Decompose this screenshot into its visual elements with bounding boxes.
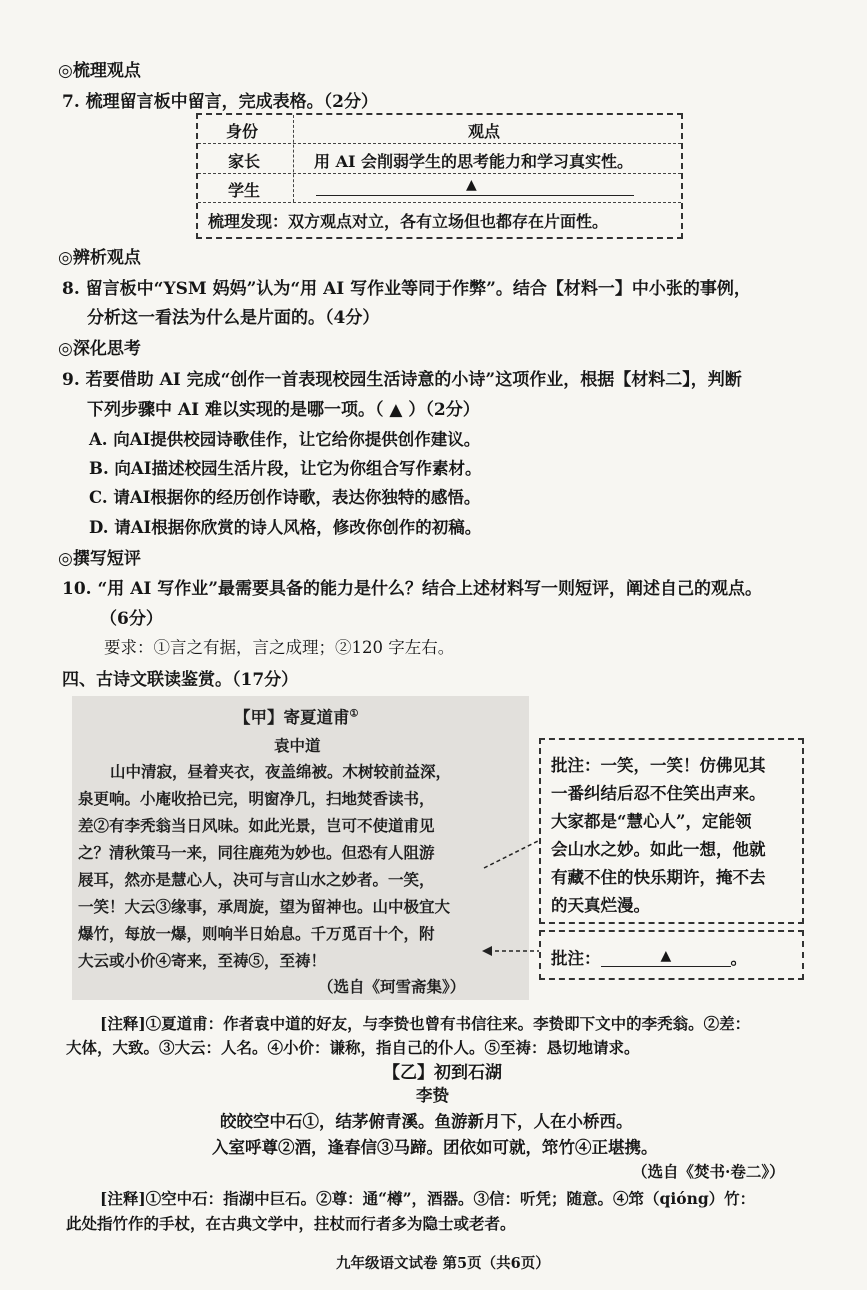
passage-jia-line: 之？清秋策马一来，同往鹿苑为妙也。但恐有人阻游: [78, 843, 435, 862]
table-cell-parent-view: 用 AI 会削弱学生的思考能力和学习真实性。: [314, 152, 634, 171]
answer-placeholder-triangle: ▲: [660, 948, 672, 964]
section-heading-review: ◎撰写短评: [58, 549, 141, 569]
passage-jia-line: 泉更响。小庵收拾已完，明窗净几，扫地焚香读书，: [78, 789, 435, 808]
page-footer: 九年级语文试卷 第5页（共6页）: [336, 1255, 550, 1272]
section-heading-deepen: ◎深化思考: [58, 339, 141, 359]
table-row-student: [198, 174, 681, 203]
table-row-parent: [198, 144, 681, 174]
notes-jia-line2: 大体，大致。③大云：人名。④小价：谦称，指自己的仆人。⑤至祷：恳切地请求。: [66, 1038, 640, 1057]
annotation-line: 大家都是“慧心人”，定能领: [551, 812, 752, 831]
annotation-answer: 批注： ▲ 。: [551, 948, 747, 968]
question-10-line2: （6分）: [100, 609, 163, 629]
question-7: 7. 梳理留言板中留言，完成表格。（2分）: [62, 92, 378, 112]
question-10-requirement: 要求：①言之有据，言之成理；②120 字左右。: [104, 638, 455, 657]
part-4-title: 四、古诗文联读鉴赏。（17分）: [62, 670, 299, 690]
poem-yi-source: （选自《焚书·卷二》）: [632, 1162, 785, 1181]
table-finding: 梳理发现：双方观点对立，各有立场但也都存在片面性。: [208, 212, 609, 231]
opinion-table: [196, 113, 683, 239]
passage-jia-author: 袁中道: [274, 736, 321, 755]
annotation-box-2[interactable]: [539, 930, 804, 980]
question-8-line2: 分析这一看法为什么是片面的。（4分）: [87, 308, 380, 328]
passage-jia-line: 屐耳，然亦是慧心人，决可与言山水之妙者。一笑，: [78, 870, 435, 889]
poem-yi-line2: 入室呼尊②酒，逢春信③马蹄。团依如可就，筇竹④正堪携。: [212, 1138, 658, 1157]
table-divider: [293, 115, 294, 202]
passage-jia-title: 【甲】寄夏道甫①: [234, 708, 359, 727]
passage-jia-line: 山中清寂，昼着夹衣，夜盖绵被。木树较前益深，: [110, 762, 452, 781]
option-a[interactable]: A. 向AI提供校园诗歌佳作，让它给你提供创作建议。: [89, 430, 481, 449]
option-d[interactable]: D. 请AI根据你欣赏的诗人风格，修改你创作的初稿。: [89, 518, 482, 537]
table-header-view: 观点: [468, 122, 501, 141]
answer-placeholder-triangle: ▲: [466, 177, 477, 193]
table-cell-parent: 家长: [228, 152, 261, 171]
annotation-box-1: [539, 738, 804, 924]
annotation-line: 一番纠结后忍不住笑出声来。: [551, 784, 766, 803]
passage-jia-line: 大云或小价④寄来，至祷⑤，至祷！: [78, 951, 327, 970]
passage-jia-line: 一笑！大云③缘事，承周旋，望为留神也。山中极宜大: [78, 897, 451, 916]
notes-jia-line1: [注释]①夏道甫：作者袁中道的好友，与李贽也曾有书信往来。李贽即下文中的李秃翁。②差：: [100, 1014, 751, 1033]
passage-jia-line: 爆竹，每放一爆，则响半日始息。千万觅百十个，附: [78, 924, 435, 943]
poem-yi-author: 李贽: [416, 1086, 449, 1105]
passage-jia-source: （选自《珂雪斋集》）: [318, 977, 466, 996]
annotation-line: 批注：一笑，一笑！仿佛见其: [551, 756, 766, 775]
question-10-line1: 10. “用 AI 写作业”最需要具备的能力是什么？结合上述材料写一则短评，阐述自己的观点。: [62, 579, 763, 599]
notes-yi-line1: [注释]①空中石：指湖中巨石。②尊：通“樽”，酒器。③信：听凭；随意。④筇（qióng）竹：: [100, 1189, 756, 1208]
section-heading-analyze: ◎辨析观点: [58, 248, 141, 268]
answer-blank-student[interactable]: [316, 177, 634, 200]
annotation-line: 的天真烂漫。: [551, 896, 650, 915]
poem-yi-title: 【乙】初到石湖: [383, 1063, 502, 1083]
table-header-identity: 身份: [226, 122, 259, 141]
option-c[interactable]: C. 请AI根据你的经历创作诗歌，表达你独特的感悟。: [89, 488, 481, 507]
passage-jia-block: [72, 696, 529, 1000]
notes-yi-line2: 此处指竹作的手杖，在古典文学中，拄杖而行者多为隐士或老者。: [66, 1214, 516, 1233]
section-heading-sort: ◎梳理观点: [58, 61, 141, 81]
question-8-line1: 8. 留言板中“YSM 妈妈”认为“用 AI 写作业等同于作弊”。结合【材料一】中小张的事例，: [62, 279, 751, 299]
poem-yi-line1: 皎皎空中石①，结茅俯青溪。鱼游新月下，人在小桥西。: [220, 1112, 633, 1131]
option-b[interactable]: B. 向AI描述校园生活片段，让它为你组合写作素材。: [89, 459, 482, 478]
table-cell-student: 学生: [228, 181, 261, 200]
table-header-row: [198, 115, 681, 144]
question-9-line1: 9. 若要借助 AI 完成“创作一首表现校园生活诗意的小诗”这项作业，根据【材料二】，判断: [62, 370, 742, 390]
passage-jia-line: 差②有李秃翁当日风味。如此光景，岂可不使道甫见: [78, 816, 435, 835]
annotation-line: 有藏不住的快乐期许，掩不去: [551, 868, 766, 887]
annotation-line: 会山水之妙。如此一想，他就: [551, 840, 766, 859]
question-9-line2: 下列步骤中 AI 难以实现的是哪一项。（ ▲ ）（2分）: [87, 400, 480, 420]
